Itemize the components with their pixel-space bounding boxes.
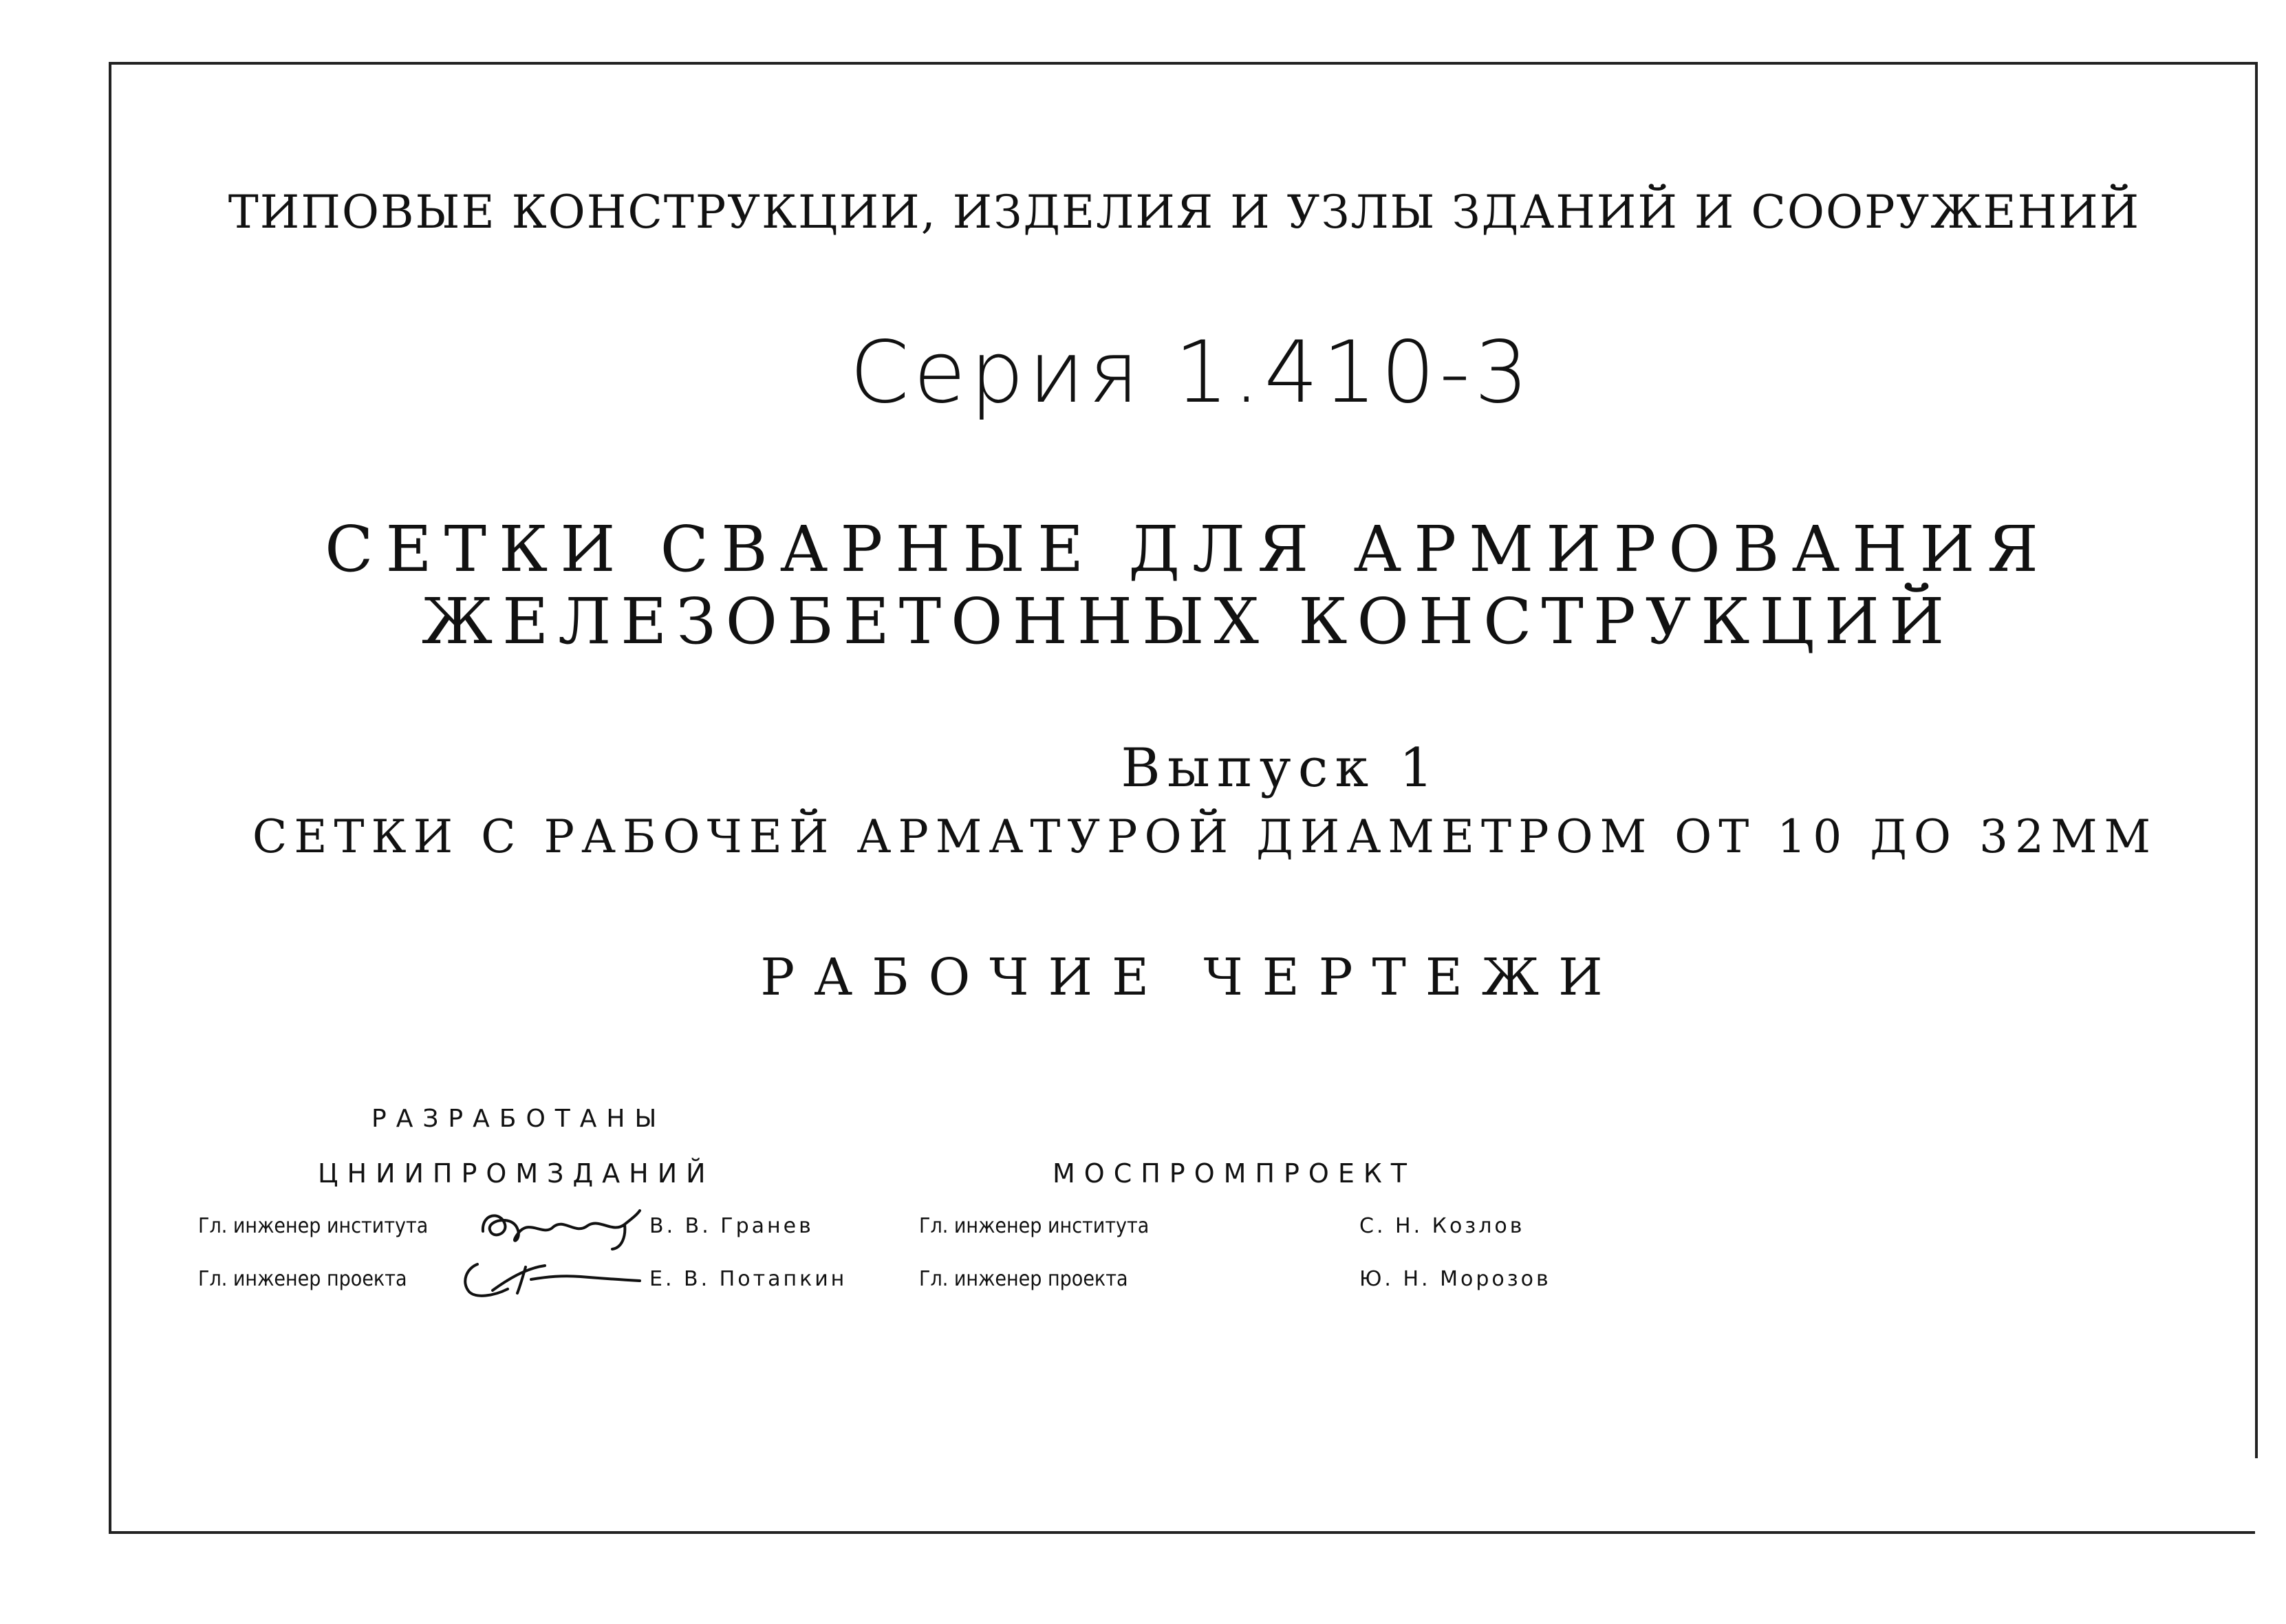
left-person-potapkin: Е. В. Потапкин [649, 1267, 848, 1291]
series-number: Серия 1.410-3 [850, 323, 1533, 422]
left-person-granev: В. В. Гранев [649, 1214, 814, 1238]
document-title-line-2: ЖЕЛЕЗОБЕТОННЫХ КОНСТРУКЦИЙ [421, 585, 1954, 658]
series-category-heading: ТИПОВЫЕ КОНСТРУКЦИИ, ИЗДЕЛИЯ И УЗЛЫ ЗДАНИЙ И СООРУЖЕНИЙ [228, 186, 2141, 239]
right-role-chief-engineer-institute: Гл. инженер института [919, 1214, 1150, 1238]
right-role-chief-engineer-project: Гл. инженер проекта [919, 1267, 1128, 1291]
developed-by-label: РАЗРАБОТАНЫ [371, 1105, 667, 1133]
right-person-kozlov: С. Н. Козлов [1359, 1214, 1525, 1238]
right-person-morozov: Ю. Н. Морозов [1359, 1267, 1551, 1291]
organization-left-name: ЦНИИПРОМЗДАНИЙ [318, 1158, 715, 1189]
issue-subtitle: СЕТКИ С РАБОЧЕЙ АРМАТУРОЙ ДИАМЕТРОМ ОТ 10 ДО 32ММ [252, 810, 2158, 863]
left-role-chief-engineer-institute: Гл. инженер института [198, 1214, 429, 1238]
left-role-chief-engineer-project: Гл. инженер проекта [198, 1267, 407, 1291]
signature-potapkin [460, 1259, 645, 1300]
document-title-line-1: СЕТКИ СВАРНЫЕ ДЛЯ АРМИРОВАНИЯ [325, 512, 2051, 586]
signature-granev [477, 1205, 649, 1253]
document-type: РАБОЧИЕ ЧЕРТЕЖИ [760, 948, 1622, 1007]
organization-right-name: МОСПРОМПРОЕКТ [1053, 1158, 1416, 1189]
issue-label: Выпуск 1 [1121, 737, 1441, 799]
